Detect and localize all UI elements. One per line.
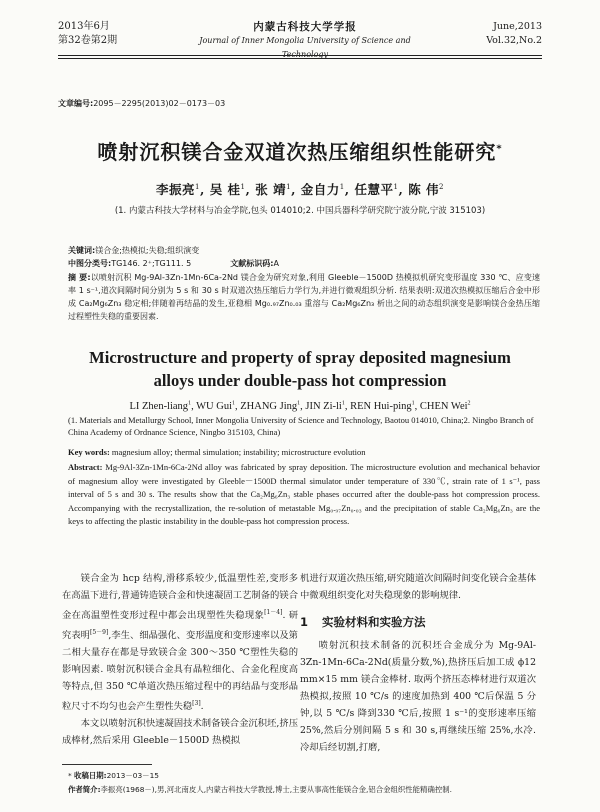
author-cn: 吴 桂$^1$, (209, 182, 251, 197)
section-heading (300, 614, 536, 631)
received-value: 2013－03－15 (106, 771, 159, 780)
header-date-en: June,2013 (493, 21, 542, 32)
doc-code-value: A (273, 259, 279, 268)
journal-name-en: Journal of Inner Mongolia University of Science and Technology (199, 36, 411, 59)
intro-paragraph-2: 本文以喷射沉积快速凝固技术制备镁合金沉积坯,挤压成棒材,然后采用 Gleeble－1500D 热模拟 (62, 718, 298, 747)
citation: [5－9] (90, 629, 109, 637)
abstract-cn (68, 271, 540, 323)
authors-cn (0, 180, 600, 198)
author-cn: 陈 伟$^2$ (408, 182, 445, 197)
header-right (486, 20, 542, 48)
bio-label: 作者简介: (68, 785, 101, 794)
title-en (0, 346, 600, 392)
header-date-cn: 2013年6月 (58, 21, 110, 32)
intro-paragraph-2-cont: 机进行双道次热压缩,研究随道次间隔时间变化镁合金基体中微观组织变化对失稳现象的影响规律. (300, 573, 536, 601)
footnote-bio (68, 784, 542, 795)
article-number (58, 98, 225, 109)
footnote-rule (62, 764, 152, 765)
article-number-label: 文章编号: (58, 99, 94, 108)
author-cn: 李振亮$^1$, (155, 182, 205, 197)
bio-value: 李振亮(1968－),男,河北南皮人,内蒙古科技大学教授,博士,主要从事高性能镁合金,铝合金组织性能精确控制. (100, 785, 452, 794)
author-en: CHEN Wei$^2$ (419, 400, 471, 412)
keywords-en-value: magnesium alloy; thermal simulation; instability; microstructure evolution (111, 447, 366, 457)
keywords-en (68, 446, 540, 460)
title-en-line-2: alloys under double-pass hot compression (153, 371, 447, 390)
received-label: 收稿日期: (74, 771, 107, 780)
author-cn: 金自力$^1$, (300, 182, 350, 197)
section-title: 实验材料和实验方法 (322, 615, 426, 629)
footnote-received: * 收稿日期:2013－03－15 (68, 771, 159, 780)
title-en-line-1: Microstructure and property of spray deposited magnesium (89, 348, 511, 367)
section-number: 1 (300, 615, 309, 629)
header-rule-thick (58, 55, 542, 56)
keywords-en-label: Key words: (68, 447, 110, 457)
keywords-cn-value: 镁合金;热模拟;失稳;组织演变 (95, 246, 200, 255)
title-cn-footnote-mark: * (496, 143, 503, 155)
header-left (58, 20, 117, 48)
author-en: JIN $Zi-li^1$, (305, 400, 351, 412)
abstract-en-text: Mg-9Al-3Zn-1Mn-6Ca-2Nd alloy was fabricated by spray deposition. The microstructure evolution and mechanical behavior of magnesium alloy were investigated by Gleeble－1500D thermal simulator under temperature of 330℃, strain rate of 1 s⁻¹, pass interval of 5 s and 30 s. The results show that the Ca₂Mg₆Zn₃ stable phases occurred after the double-pass hot compression process. Accompanying with the recrystallization, the re-solution of metastable Mg₀.₉₇Zn₀.₀₃ and the precipitation of stable Ca₂Mg₆Zn₃ are the keys to affecting the plastic instability in the double-pass hot compression process. (68, 462, 541, 526)
keywords-cn (68, 244, 540, 257)
header-volume-en: Vol.32,No.2 (486, 35, 542, 46)
body-column-right (300, 570, 536, 756)
abstract-en-label: Abstract: (68, 462, 103, 472)
author-cn: 张 靖$^1$, (255, 182, 296, 197)
author-en: LI Zhen-liang$^1$, (129, 400, 197, 412)
abstract-cn-text: 以喷射沉积 Mg-9Al-3Zn-1Mn-6Ca-2Nd 镁合金为研究对象,利用 Gleeble－1500D 热模拟机研究变形温度 330 ℃、应变速率 1 s⁻¹,道次间隔时间分别为 5 s 和 30 s 时双道次热压缩后力学行为,并进行微观组织分析. 结果表明:双道次热模拟压缩后合金中形成 Ca₂Mg₆Zn₃ 稳定相;伴随着再结晶的发生,亚稳相 Mg₀.₉₇Zn₀.₀₃ 重溶与 Ca₂Mg₆Zn₃ 析出之间的动态组织演变是影响镁合金热压缩过程塑性失稳的重要因素. (68, 273, 541, 321)
methods-paragraph-1: 喷射沉积技术制备的沉积坯合金成分为 Mg-9Al-3Zn-1Mn-6Ca-2Nd(质量分数,%),热挤压后加工成 ϕ12 mm×15 mm 镁合金棒材. 取两个挤压态棒材进行双道次热模拟,按照 10 ℃/s 的速度加热到 400 ℃后保温 5 分钟,以 5 ℃/s 降到330 ℃后,按照 1 s⁻¹的变形速率压缩 25%,然后分别间隔 5 s 和 30 s,再继续压缩 25%,水冷. 冷却后经切割,打磨, (300, 640, 536, 753)
header-volume-cn: 第32卷第2期 (58, 35, 118, 46)
clc-label: 中图分类号: (68, 259, 112, 268)
doc-code-label: 文献标识码: (230, 259, 274, 268)
author-cn: 任慧平$^1$, (354, 182, 404, 197)
citation: [1－4] (264, 609, 283, 616)
header-rule-thin (58, 58, 542, 59)
clc-value: TG146. 2⁺;TG111. 5 (111, 259, 192, 268)
body-column-left (62, 570, 298, 749)
journal-name-cn: 内蒙古科技大学学报 (253, 21, 357, 33)
author-en: WU Gui$^1$, (196, 400, 241, 412)
article-number-value: 2095－2295(2013)02－0173－03 (93, 99, 226, 108)
affiliation-en: (1. Materials and Metallurgy School, Inner Mongolia University of Science and Technology, Baotou 014010, China;2. Ningbo Branch of China Academy of Ordnance Science, Ningbo 315103, China) (68, 415, 534, 437)
keywords-cn-label: 关键词: (68, 246, 96, 255)
abstract-en (68, 461, 540, 529)
intro-paragraph-1: 镁合金为 hcp 结构,滑移系较少,低温塑性差,变形多在高温下进行,普通铸造镁合金和快速凝固工艺制备的镁合金在高温塑性变形过程中都会出现塑性失稳现象[1－4]. 研究表明[5－9],李生、细晶强化、变形温度和变形速率以及第二相大量存在都是导致镁合金 300～350 ℃塑性失稳的影响因素. 喷射沉积镁合金具有晶粒细化、合金化程度高等特点,但 350 ℃单道次热压缩过程中的再结晶与变形晶粒尺寸不均匀也会产生塑性失稳[3]. (62, 573, 298, 713)
classification-line (68, 257, 540, 270)
authors-en (0, 400, 600, 412)
author-en: REN Hui-ping$^1$, (350, 400, 420, 412)
author-en: ZHANG Jing$^1$, (240, 400, 306, 412)
citation: [3] (192, 700, 201, 708)
abstract-cn-label: 摘 要: (68, 273, 91, 282)
affiliation-cn: (1. 内蒙古科技大学材料与冶金学院,包头 014010;2. 中国兵器科学研究院宁波分院,宁波 315103) (114, 206, 486, 216)
title-cn-text: 喷射沉积镁合金双道次热压缩组织性能研究 (97, 140, 497, 164)
title-cn (0, 136, 600, 165)
